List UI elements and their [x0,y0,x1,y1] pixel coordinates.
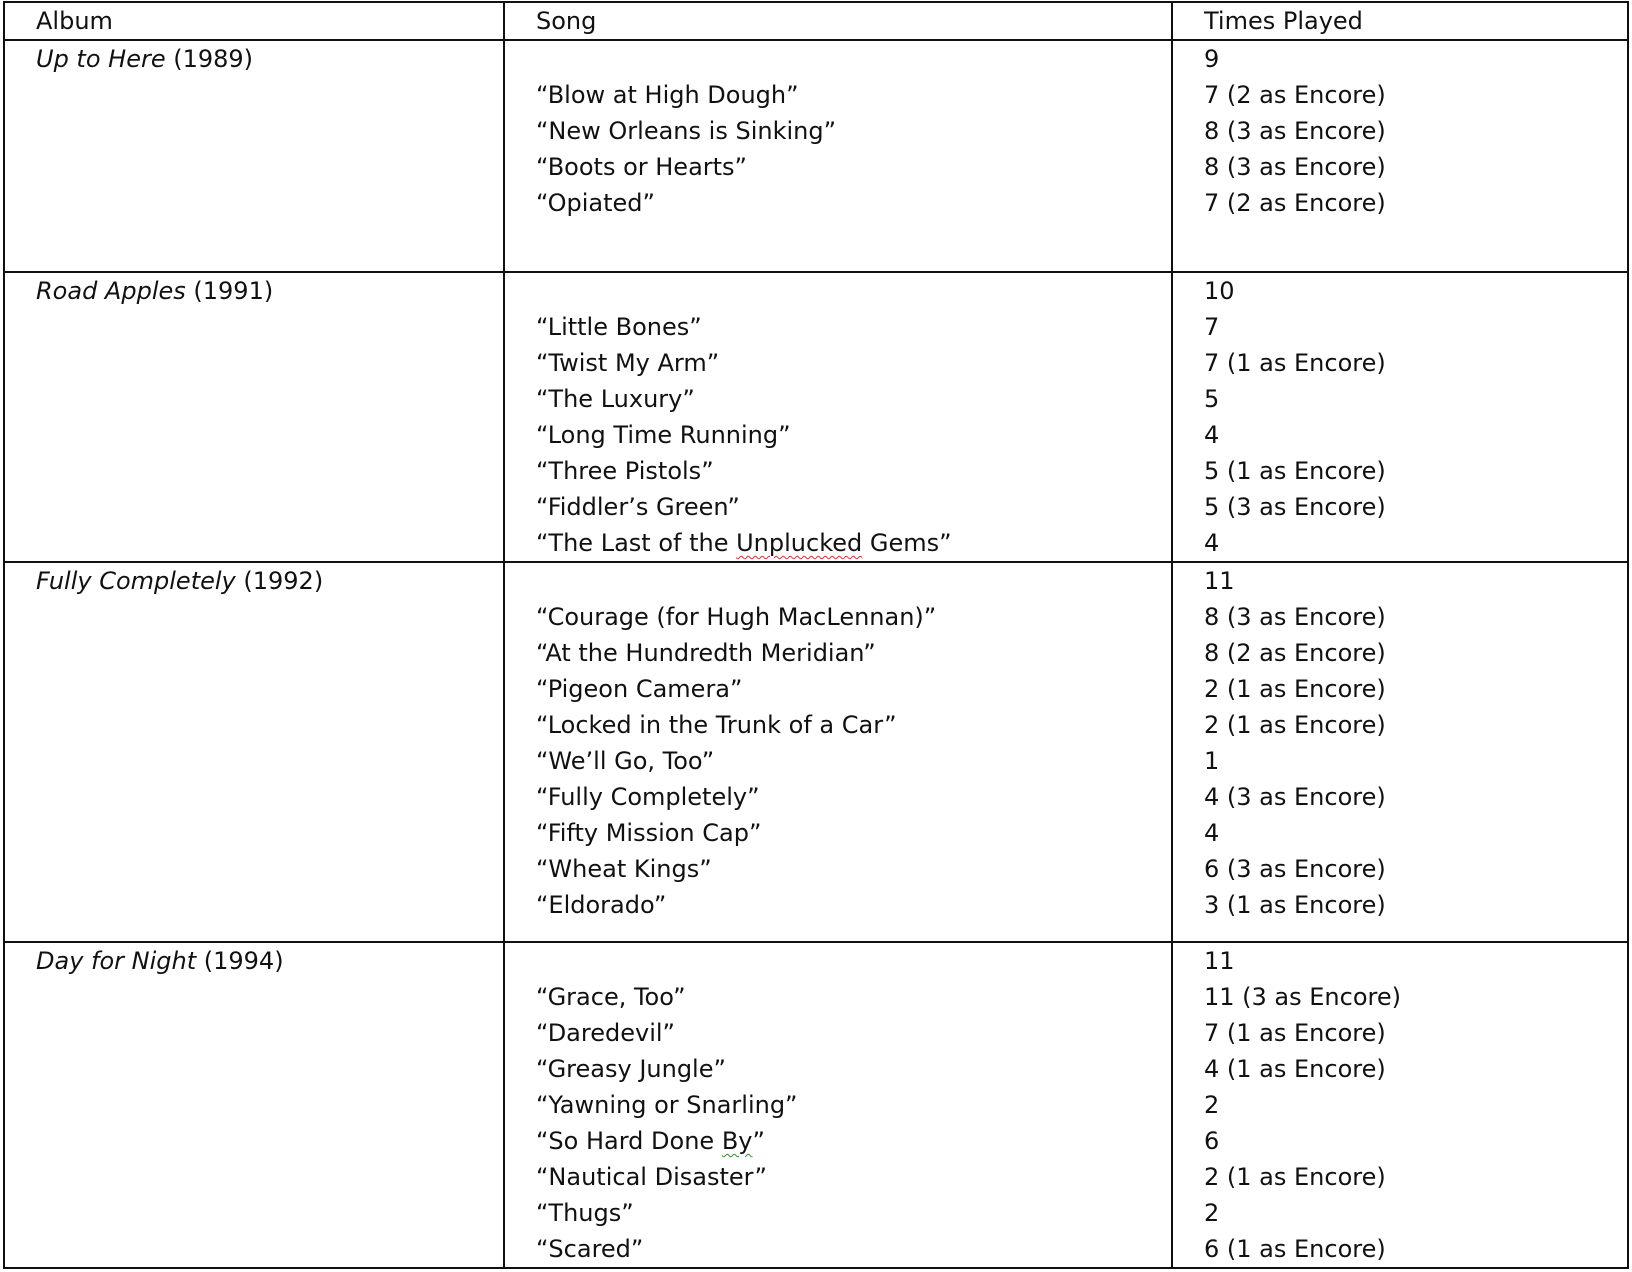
song-title: “Courage (for Hugh MacLennan)” [536,603,937,631]
song-title: “Pigeon Camera” [536,675,743,703]
song-title: “Yawning or Snarling” [536,1091,798,1119]
grammar-flagged-word[interactable]: By [721,1127,753,1155]
song-times-played: 8 (3 as Encore) [1204,153,1386,181]
song-times-played: 2 [1204,1199,1220,1227]
times-cell [1172,942,1628,1268]
times-cell [1172,272,1628,562]
album-cell [4,272,504,562]
album-row [4,562,1628,942]
spelling-flagged-word[interactable]: Unplucked [736,529,863,557]
album-year: (1989) [165,45,254,73]
header-song: Song [504,2,1172,40]
song-times-played: 8 (3 as Encore) [1204,603,1386,631]
song-title: “Fiddler’s Green” [536,493,740,521]
song-times-played: 5 (1 as Encore) [1204,457,1386,485]
song-times-played: 8 (3 as Encore) [1204,117,1386,145]
album-title: Road Apples [36,277,186,305]
album-title: Day for Night [36,947,197,975]
song-times-played: 5 [1204,385,1220,413]
song-times-played: 4 [1204,819,1220,847]
song-cell [504,272,1172,562]
album-name [5,943,503,979]
song-title: “Scared” [536,1235,644,1263]
song-times-played: 6 (1 as Encore) [1204,1235,1386,1263]
song-title: “Thugs” [536,1199,634,1227]
song-title: “New Orleans is Sinking” [536,117,837,145]
song-title: “The Luxury” [536,385,695,413]
song-title: “Wheat Kings” [536,855,712,883]
song-title: “Blow at High Dough” [536,81,799,109]
song-title: “Fully Completely” [536,783,760,811]
album-title: Up to Here [36,45,166,73]
song-title: “Little Bones” [536,313,702,341]
song-title: “Long Time Running” [536,421,791,449]
song-times-played: 7 (2 as Encore) [1204,189,1386,217]
album-total-played: 9 [1204,45,1220,73]
song-times-played: 4 [1204,529,1220,557]
song-title: “Locked in the Trunk of a Car” [536,711,897,739]
header-row [4,2,1628,40]
song-times-played: 8 (2 as Encore) [1204,639,1386,667]
album-total-played: 11 [1204,947,1235,975]
song-times-played: 6 (3 as Encore) [1204,855,1386,883]
header-times-played: Times Played [1172,2,1628,40]
song-title: “The Last of the Unplucked Gems” [536,529,952,557]
album-row [4,40,1628,272]
song-times-played: 2 (1 as Encore) [1204,1163,1386,1191]
song-times-played: 11 (3 as Encore) [1204,983,1401,1011]
song-times-played: 4 (3 as Encore) [1204,783,1386,811]
song-title: “Opiated” [536,189,655,217]
times-cell [1172,40,1628,272]
song-title: “Grace, Too” [536,983,686,1011]
song-times-played: 2 (1 as Encore) [1204,711,1386,739]
song-title: “Daredevil” [536,1019,675,1047]
song-times-played: 5 (3 as Encore) [1204,493,1386,521]
album-cell [4,942,504,1268]
song-title: “Eldorado” [536,891,667,919]
song-times-played: 4 (1 as Encore) [1204,1055,1386,1083]
album-title: Fully Completely [36,567,236,595]
song-title: “Boots or Hearts” [536,153,747,181]
album-total-played: 10 [1204,277,1235,305]
album-row [4,272,1628,562]
album-year: (1992) [235,567,324,595]
song-times-played: 2 [1204,1091,1220,1119]
song-title: “Nautical Disaster” [536,1163,767,1191]
song-title: “Greasy Jungle” [536,1055,726,1083]
song-cell [504,942,1172,1268]
song-cell [504,40,1172,272]
album-name [5,273,503,309]
album-cell [4,40,504,272]
song-times-played: 1 [1204,747,1220,775]
song-times-played: 2 (1 as Encore) [1204,675,1386,703]
setlist-table [3,1,1629,1269]
song-times-played: 7 [1204,313,1220,341]
song-title: “At the Hundredth Meridian” [536,639,876,667]
song-times-played: 3 (1 as Encore) [1204,891,1386,919]
song-cell [504,562,1172,942]
song-times-played: 7 (1 as Encore) [1204,1019,1386,1047]
song-title: “Three Pistols” [536,457,714,485]
album-total-played: 11 [1204,567,1235,595]
album-row [4,942,1628,1268]
album-year: (1991) [185,277,274,305]
song-times-played: 7 (1 as Encore) [1204,349,1386,377]
album-name [5,41,503,77]
song-title: “We’ll Go, Too” [536,747,715,775]
song-times-played: 6 [1204,1127,1220,1155]
album-name [5,563,503,599]
song-title: “So Hard Done By” [536,1127,765,1155]
song-title: “Twist My Arm” [536,349,720,377]
song-times-played: 4 [1204,421,1220,449]
album-year: (1994) [196,947,284,975]
song-times-played: 7 (2 as Encore) [1204,81,1386,109]
header-album: Album [4,2,504,40]
album-cell [4,562,504,942]
song-title: “Fifty Mission Cap” [536,819,762,847]
times-cell [1172,562,1628,942]
